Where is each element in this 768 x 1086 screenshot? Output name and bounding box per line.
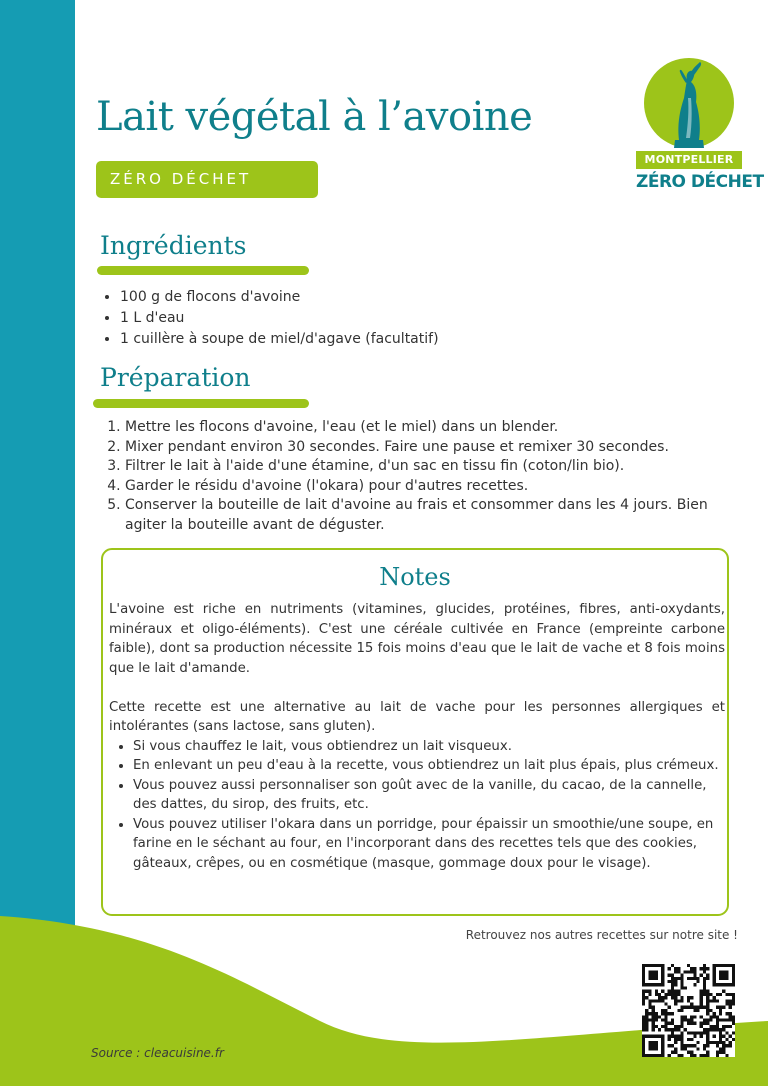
montpellier-zero-dechet-logo: [636, 58, 764, 203]
notes-box: [101, 548, 729, 916]
preparation-step: 3. Filtrer le lait à l'aide d'une étamine, d'un sac en tissu fin (coton/lin bio).: [125, 457, 725, 477]
preparation-steps: [104, 418, 725, 535]
preparation-step: 5. Conserver la bouteille de lait d'avoine au frais et consommer dans les 4 jours. Bien agiter la bouteille avant de déguster.: [125, 496, 725, 535]
preparation-step: 2. Mixer pendant environ 30 secondes. Faire une pause et remixer 30 secondes.: [125, 438, 725, 458]
source-credit: Source : cleacuisine.fr: [91, 1046, 224, 1060]
ingredient-item: • 1 L d'eau: [120, 308, 540, 329]
notes-paragraph: Cette recette est une alternative au lait de vache pour les personnes allergiques et intolérantes (sans lactose, sans gluten).: [109, 699, 725, 734]
recipe-title: Lait végétal à l’avoine: [96, 94, 533, 140]
qr-code-icon[interactable]: [642, 964, 735, 1057]
preparation-step: 1. Mettre les flocons d'avoine, l'eau (et le miel) dans un blender.: [125, 418, 725, 438]
statue-icon: [636, 58, 742, 153]
ingredient-item: • 1 cuillère à soupe de miel/d'agave (facultatif): [120, 329, 540, 350]
notes-paragraph: L'avoine est riche en nutriments (vitamines, glucides, protéines, fibres, anti-oxydants, minéraux et oligo-éléments). C'est une céréale cultivée en France (empreinte carbone faible), dont sa production nécessite 15 fois moins d'eau que le lait de vache et 8 fois moins que le lait d'amande.: [109, 602, 725, 676]
preparation-step: 4. Garder le résidu d'avoine (l'okara) pour d'autres recettes.: [125, 477, 725, 497]
preparation-underline: [93, 399, 309, 408]
notes-body: [109, 600, 725, 873]
logo-line-montpellier: MONTPELLIER: [636, 151, 742, 169]
site-note: Retrouvez nos autres recettes sur notre site !: [465, 928, 738, 942]
notes-heading: Notes: [379, 563, 451, 591]
notes-bullet: • Si vous chauffez le lait, vous obtiendrez un lait visqueux.: [133, 737, 725, 757]
notes-bullet: • Vous pouvez utiliser l'okara dans un porridge, pour épaissir un smoothie/une soupe, en farine en le séchant au four, en l'incorporant dans des recettes tels que des cookies, gâteaux, crêpes, ou en cosmétique (masque, gommage doux pour le visage).: [133, 815, 725, 874]
ingredients-underline: [97, 266, 309, 275]
preparation-heading: Préparation: [100, 363, 251, 392]
ingredients-list: [100, 287, 540, 350]
zero-dechet-tag: ZÉRO DÉCHET: [96, 161, 318, 198]
notes-bullets: [109, 737, 725, 874]
ingredients-heading: Ingrédients: [100, 231, 247, 260]
ingredient-item: • 100 g de flocons d'avoine: [120, 287, 540, 308]
notes-bullet: • Vous pouvez aussi personnaliser son goût avec de la vanille, du cacao, de la cannelle, des dattes, du sirop, des fruits, etc.: [133, 776, 725, 815]
notes-bullet: • En enlevant un peu d'eau à la recette, vous obtiendrez un lait plus épais, plus crémeux.: [133, 756, 725, 776]
logo-line-zero-dechet: ZÉRO DÉCHET: [636, 172, 764, 192]
